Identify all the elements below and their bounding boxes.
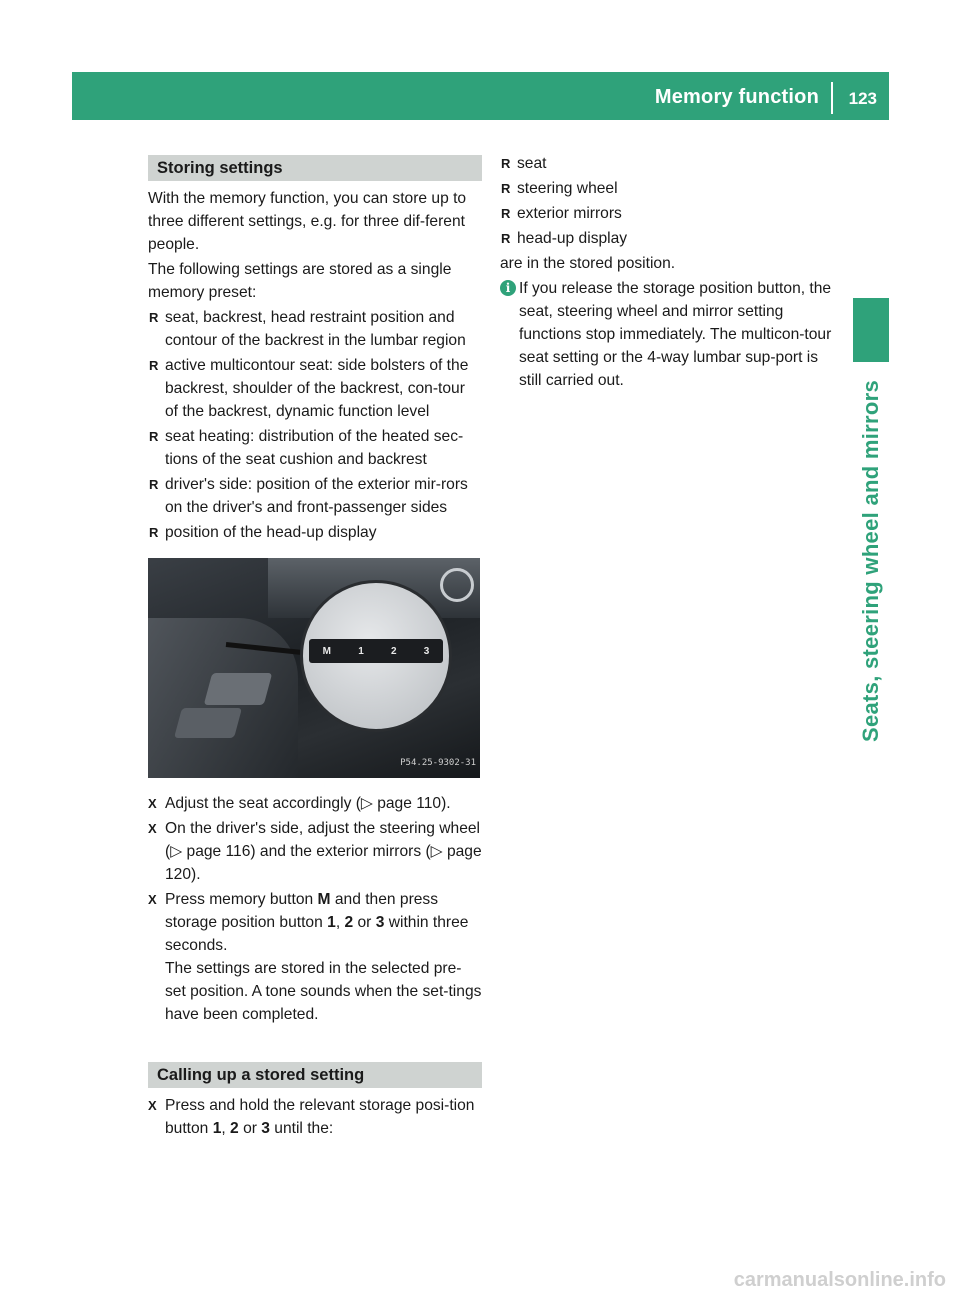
button-ref: 3	[261, 1120, 270, 1137]
step-text: and then press storage position button	[165, 891, 439, 931]
step-text: or	[238, 1120, 262, 1137]
list-item: R active multicontour seat: side bolsters of the backrest, shoulder of the backrest, con-tour of the backrest, dynamic function level	[148, 354, 482, 423]
button-ref: 3	[375, 914, 385, 931]
step-result: The settings are stored in the selected pre-set position. A tone sounds when the set-tings have been completed.	[165, 960, 482, 1023]
window-switch	[174, 708, 242, 738]
footer-watermark: carmanualsonline.info	[733, 1269, 946, 1291]
list-item: R seat heating: distribution of the heated sec-tions of the seat cushion and backrest	[148, 425, 482, 471]
list-item: R steering wheel	[500, 177, 834, 200]
step-item	[148, 888, 482, 1026]
info-text: If you release the storage position button, the seat, steering wheel and mirror setting functions stop immediately. The multicon-tour seat setting or the 4-way lumbar sup-port is still carried out.	[519, 280, 832, 389]
list-item: R position of the head-up display	[148, 521, 482, 544]
header-separator	[831, 82, 833, 114]
door-panel-photo	[148, 558, 480, 778]
info-note	[500, 277, 834, 392]
button-ref: 1	[212, 1120, 222, 1137]
spacer	[148, 1028, 482, 1062]
step-item: X Adjust the seat accordingly (▷ page 110).	[148, 792, 482, 815]
button-ref: 2	[344, 914, 354, 931]
right-column	[500, 152, 834, 392]
memory-button-2: 2	[390, 645, 397, 657]
list-item: R seat	[500, 152, 834, 175]
section-title-calling: Calling up a stored setting	[148, 1062, 482, 1088]
header-bar	[72, 72, 889, 120]
step-text: Press memory button	[165, 891, 318, 908]
button-ref: M	[317, 891, 331, 908]
step-text: ,	[335, 914, 345, 931]
info-icon: i	[500, 280, 516, 296]
memory-button-m: M	[322, 645, 331, 657]
intro-paragraph-2: The following settings are stored as a single memory preset:	[148, 261, 452, 301]
chapter-tab	[853, 298, 889, 362]
list-item: R head-up display	[500, 227, 834, 250]
result-text: are in the stored position.	[500, 255, 676, 272]
list-item: R seat, backrest, head restraint position and contour of the backrest in the lumbar region	[148, 306, 482, 352]
button-ref: 1	[327, 914, 336, 931]
memory-button-1: 1	[358, 645, 364, 657]
step-text: ,	[221, 1120, 231, 1137]
page-number: 123	[848, 89, 877, 108]
header-title: Memory function	[654, 86, 819, 108]
step-text: or	[353, 914, 376, 931]
left-column	[148, 155, 482, 1142]
steering-emblem	[440, 568, 474, 602]
list-item: R driver's side: position of the exterior mir-rors on the driver's and front-passenger sides	[148, 473, 482, 519]
list-item: R exterior mirrors	[500, 202, 834, 225]
button-ref: 2	[230, 1120, 239, 1137]
magnifier-callout	[300, 580, 452, 732]
memory-button-strip	[309, 639, 443, 663]
step-text: until the:	[269, 1120, 334, 1137]
step-item: X On the driver's side, adjust the steering wheel (▷ page 116) and the exterior mirrors (▷ page 120).	[148, 817, 482, 886]
intro-paragraph: With the memory function, you can store up to three different settings, e.g. for three dif-ferent people.	[148, 190, 467, 253]
section-title-storing: Storing settings	[148, 155, 482, 181]
seat-control	[204, 673, 273, 705]
chapter-label: Seats, steering wheel and mirrors	[858, 379, 883, 743]
photo-id: P54.25-9302-31	[400, 758, 476, 768]
memory-button-3: 3	[423, 645, 430, 657]
step-text: Press and hold the relevant storage posi-tion button	[165, 1097, 475, 1137]
step-item	[148, 1094, 482, 1140]
step-text: within three seconds.	[165, 914, 469, 954]
